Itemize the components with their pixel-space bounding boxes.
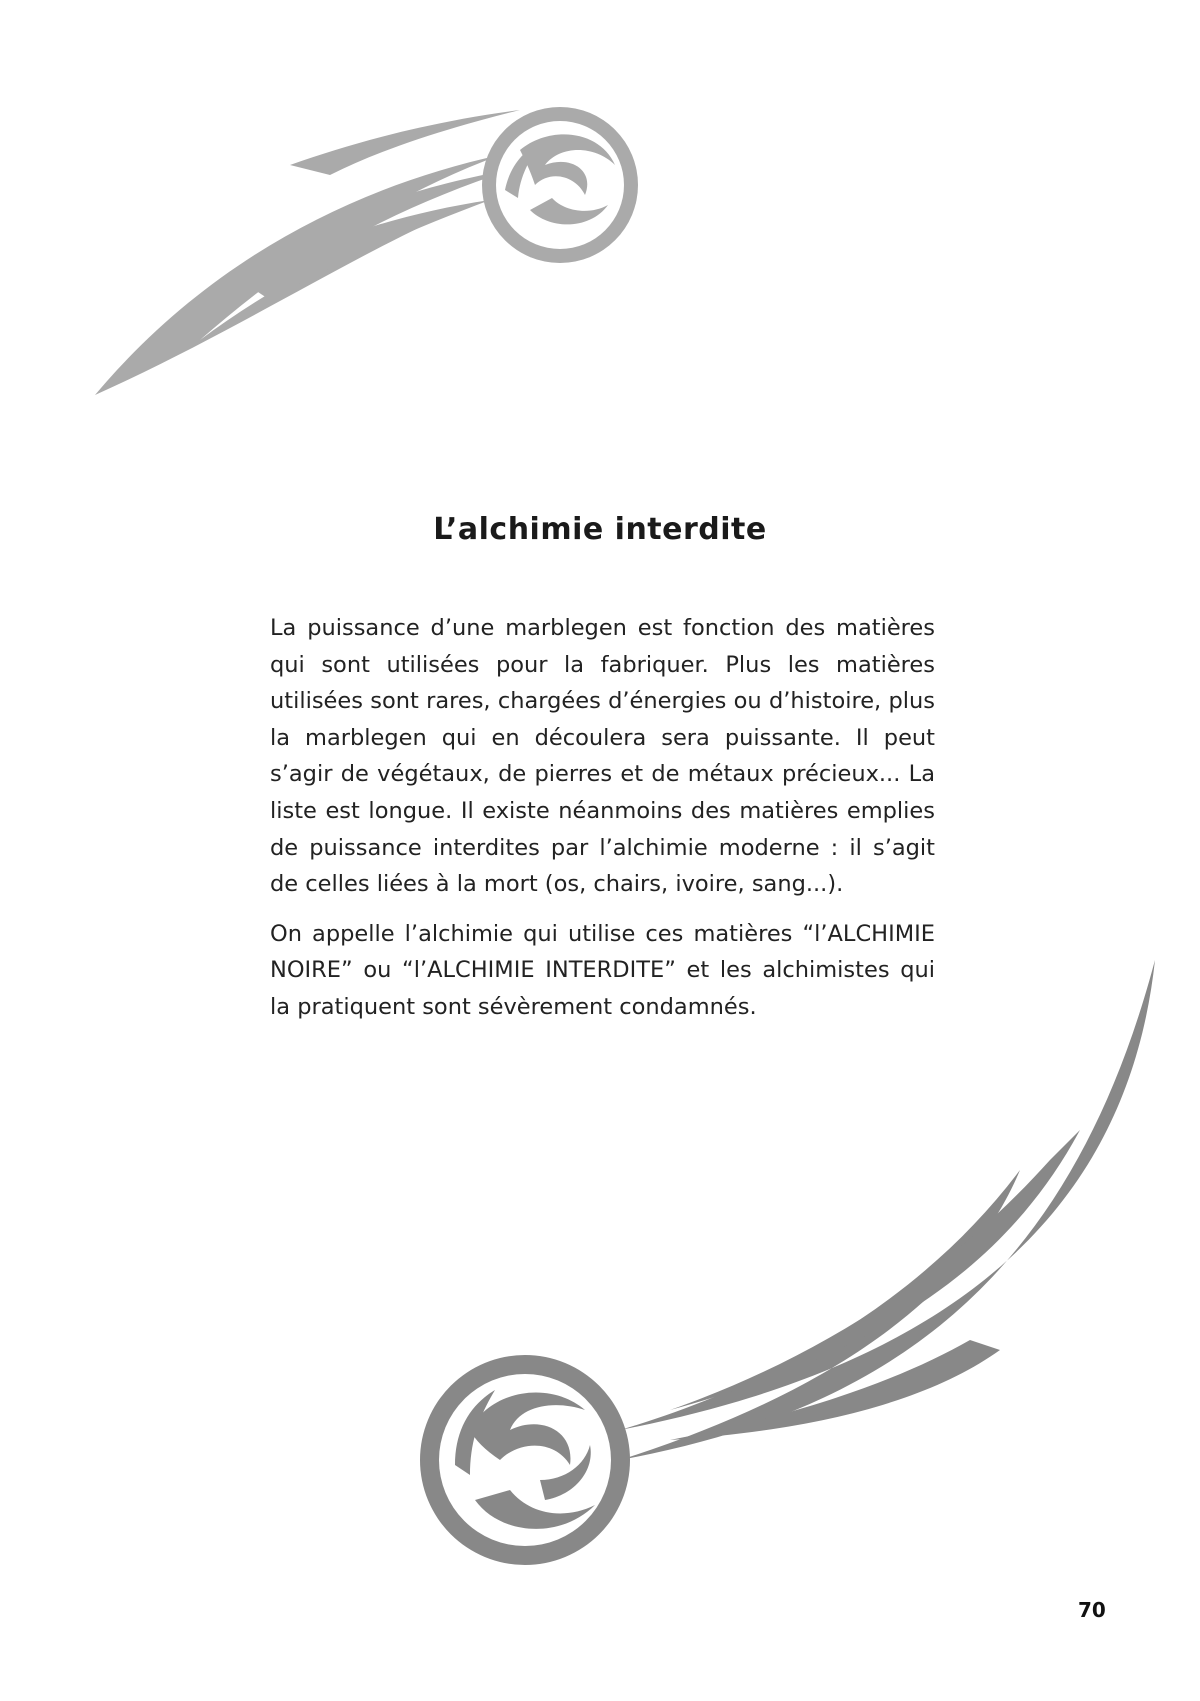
page-number: 70 <box>1078 1598 1106 1622</box>
paragraph-1: La puissance d’une marblegen est fonction des matières qui sont utilisées pour la fabriquer. Plus les matières utilisées sont rares, chargées d’énergies ou d’histoire, plus la marblegen qui en découlera sera puissante. Il peut s’agir de végétaux, de pierres et de métaux précieux... La liste est longue. Il existe néanmoins des matières emplies de puissance interdites par l’alchimie moderne : il s’agit de celles liées à la mort (os, chairs, ivoire, sang...). <box>270 615 935 898</box>
paragraph-2: On appelle l’alchimie qui utilise ces matières “l’ALCHIMIE NOIRE” ou “l’ALCHIMIE INTERDITE” et les alchimistes qui la pratiquent sont sévèrement condamnés. <box>270 920 935 1020</box>
flaming-marble-bottom-icon <box>370 960 1180 1570</box>
body-text <box>270 610 935 1039</box>
page-title: L’alchimie interdite <box>433 512 767 547</box>
flaming-marble-top-icon <box>80 80 700 410</box>
